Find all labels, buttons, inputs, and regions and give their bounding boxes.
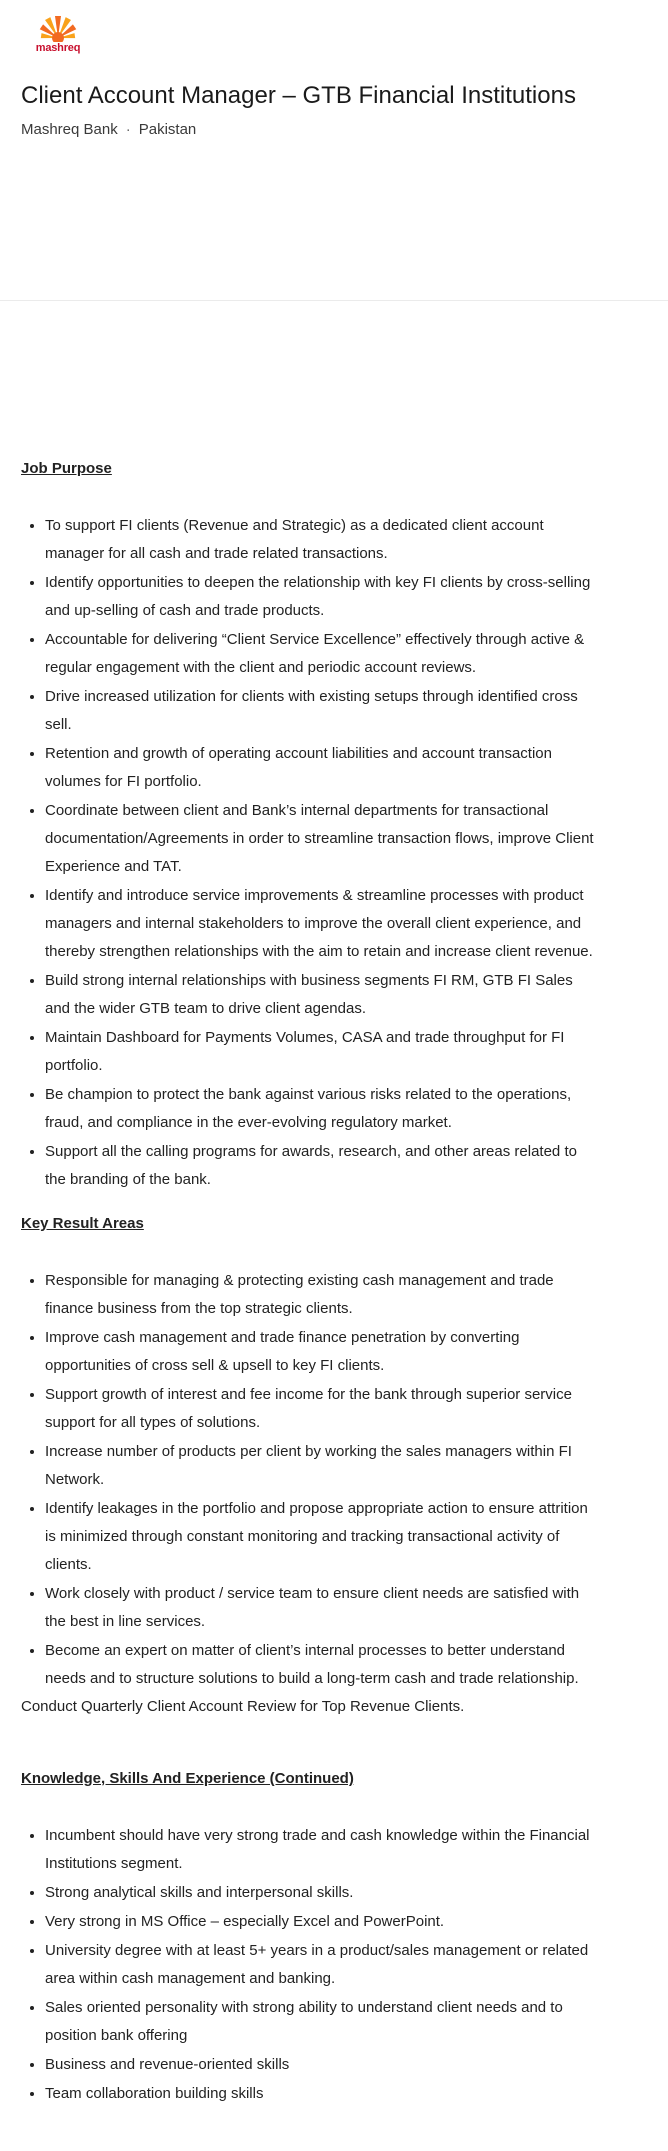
list-item: • Improve cash management and trade finance penetration by converting opportunities of cross sell & upsell to key FI clients. bbox=[45, 1323, 601, 1380]
list-item: • Identify and introduce service improvements & streamline processes with product managers and internal stakeholders to improve the overall client experience, and thereby strengthen relationships with the aim to retain and increase client revenue. bbox=[45, 881, 601, 966]
list-item: • Be champion to protect the bank against various risks related to the operations, fraud, and compliance in the ever-evolving regulatory market. bbox=[45, 1080, 601, 1137]
list-item: • Accountable for delivering “Client Service Excellence” effectively through active & regular engagement with the client and periodic account reviews. bbox=[45, 625, 601, 682]
job-description bbox=[21, 455, 601, 2108]
list-item: • Maintain Dashboard for Payments Volumes, CASA and trade throughput for FI portfolio. bbox=[45, 1023, 601, 1080]
list-item: • Work closely with product / service team to ensure client needs are satisfied with the best in line services. bbox=[45, 1579, 601, 1636]
job-purpose-list bbox=[21, 511, 601, 1194]
list-item: • Drive increased utilization for clients with existing setups through identified cross sell. bbox=[45, 682, 601, 739]
list-item: • Strong analytical skills and interpersonal skills. bbox=[45, 1878, 601, 1907]
mashreq-logo[interactable] bbox=[30, 8, 86, 62]
job-title: Client Account Manager – GTB Financial Institutions bbox=[21, 82, 576, 109]
list-item: • Identify leakages in the portfolio and propose appropriate action to ensure attrition is minimized through constant monitoring and tracking transactional activity of clients. bbox=[45, 1494, 601, 1579]
quarterly-review-note: Conduct Quarterly Client Account Review for Top Revenue Clients. bbox=[21, 1698, 465, 1715]
list-item: • Business and revenue-oriented skills bbox=[45, 2050, 601, 2079]
knowledge-skills-list bbox=[21, 1821, 601, 2108]
key-result-areas-heading: Key Result Areas bbox=[21, 1215, 144, 1232]
key-result-areas-list bbox=[21, 1266, 601, 1693]
list-item: • To support FI clients (Revenue and Strategic) as a dedicated client account manager for all cash and trade related transactions. bbox=[45, 511, 601, 568]
knowledge-skills-heading: Knowledge, Skills And Experience (Continued) bbox=[21, 1770, 354, 1787]
list-item: • Sales oriented personality with strong ability to understand client needs and to position bank offering bbox=[45, 1993, 601, 2050]
logo-wordmark: mashreq bbox=[35, 42, 81, 54]
list-item: • Support growth of interest and fee income for the bank through superior service support for all types of solutions. bbox=[45, 1380, 601, 1437]
header-divider bbox=[0, 300, 668, 301]
list-item: • Coordinate between client and Bank’s internal departments for transactional documentation/Agreements in order to streamline transaction flows, improve Client Experience and TAT. bbox=[45, 796, 601, 881]
list-item: • Team collaboration building skills bbox=[45, 2079, 601, 2108]
company-name[interactable]: Mashreq Bank bbox=[21, 121, 118, 138]
list-item: • Responsible for managing & protecting existing cash management and trade finance business from the top strategic clients. bbox=[45, 1266, 601, 1323]
list-item: • Identify opportunities to deepen the relationship with key FI clients by cross-selling and up-selling of cash and trade products. bbox=[45, 568, 601, 625]
list-item: • Incumbent should have very strong trade and cash knowledge within the Financial Institutions segment. bbox=[45, 1821, 601, 1878]
job-meta bbox=[21, 121, 196, 138]
list-item: • Build strong internal relationships with business segments FI RM, GTB FI Sales and the wider GTB team to drive client agendas. bbox=[45, 966, 601, 1023]
list-item: • Retention and growth of operating account liabilities and account transaction volumes for FI portfolio. bbox=[45, 739, 601, 796]
list-item: • Support all the calling programs for awards, research, and other areas related to the branding of the bank. bbox=[45, 1137, 601, 1194]
meta-separator: · bbox=[125, 121, 131, 138]
list-item: • Very strong in MS Office – especially Excel and PowerPoint. bbox=[45, 1907, 601, 1936]
job-location: Pakistan bbox=[138, 121, 197, 138]
list-item: • Become an expert on matter of client’s internal processes to better understand needs and to structure solutions to build a long-term cash and trade relationship. bbox=[45, 1636, 601, 1693]
job-purpose-heading: Job Purpose bbox=[21, 460, 112, 477]
sun-rays-icon bbox=[30, 8, 86, 42]
list-item: • University degree with at least 5+ years in a product/sales management or related area within cash management and banking. bbox=[45, 1936, 601, 1993]
list-item: • Increase number of products per client by working the sales managers within FI Network. bbox=[45, 1437, 601, 1494]
